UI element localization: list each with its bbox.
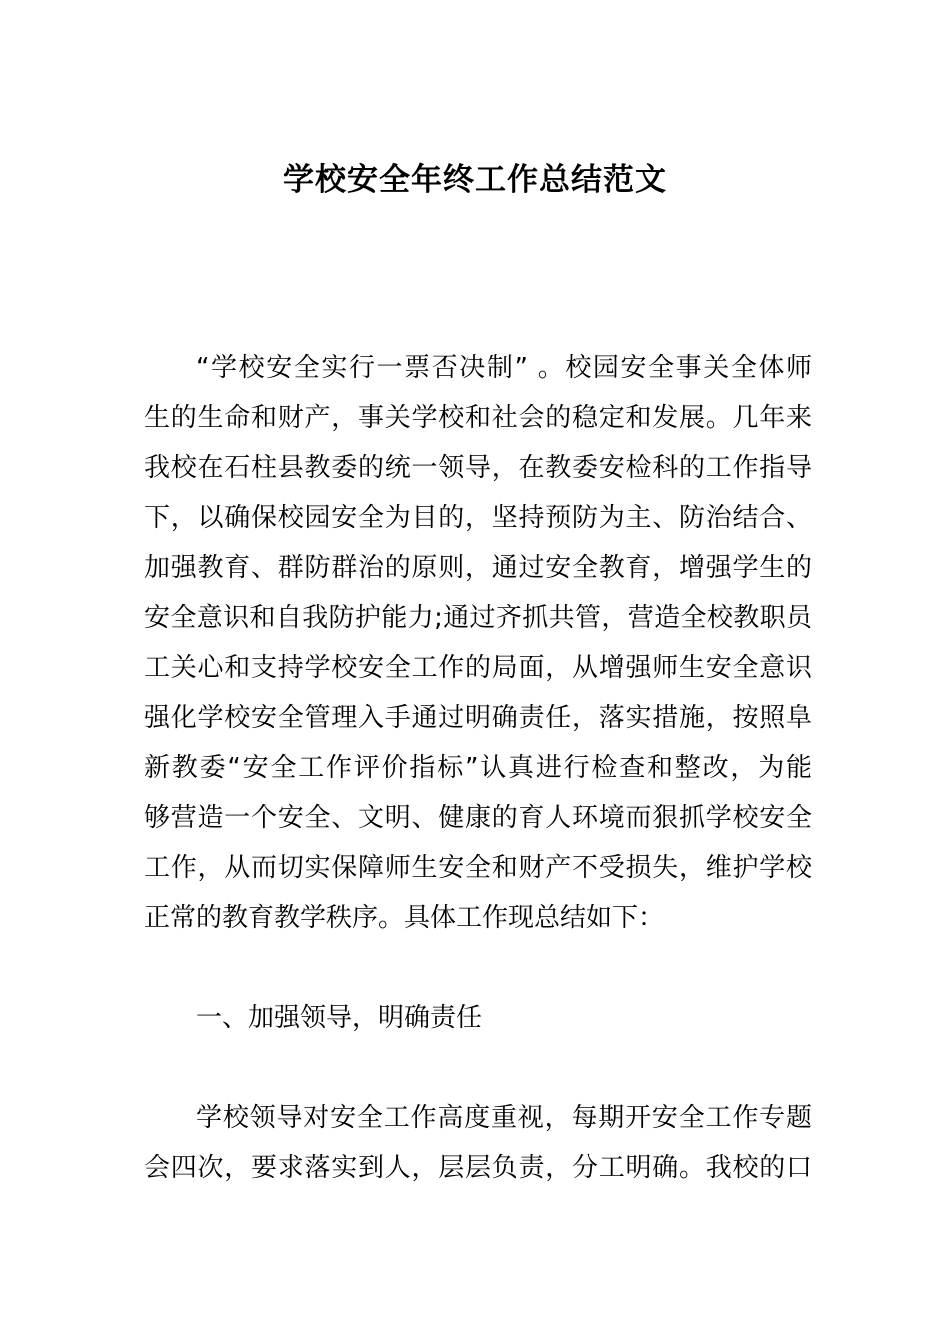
paragraph-spacer <box>144 943 812 993</box>
document-body <box>144 343 812 1193</box>
paragraph-1-line-7: 工关心和支持学校安全工作的局面，从增强师生安全意识 <box>144 653 812 683</box>
paragraph-1-line-1: “学校安全实行一票否决制” 。校园安全事关全体师 <box>196 353 812 383</box>
paragraph-1-line-9: 新教委“安全工作评价指标”认真进行检查和整改，为能 <box>144 753 812 783</box>
section-heading-1: 一、加强领导，明确责任 <box>196 1003 483 1033</box>
paragraph-2-line-2: 会四次，要求落实到人，层层负责，分工明确。我校的口 <box>144 1153 812 1183</box>
paragraph-1-line-8: 强化学校安全管理入手通过明确责任，落实措施，按照阜 <box>144 703 812 733</box>
paragraph-spacer <box>144 1043 812 1093</box>
paragraph-1-line-10: 够营造一个安全、文明、健康的育人环境而狠抓学校安全 <box>144 803 812 833</box>
paragraph-1-line-4: 下，以确保校园安全为目的，坚持预防为主、防治结合、 <box>144 503 812 533</box>
paragraph-1-line-6: 安全意识和自我防护能力;通过齐抓共管，营造全校教职员 <box>144 603 812 633</box>
paragraph-1-line-5: 加强教育、群防群治的原则，通过安全教育，增强学生的 <box>144 553 812 583</box>
document-title: 学校安全年终工作总结范文 <box>283 162 667 198</box>
paragraph-1-line-3: 我校在石柱县教委的统一领导，在教委安检科的工作指导 <box>144 453 812 483</box>
paragraph-1-line-2: 生的生命和财产，事关学校和社会的稳定和发展。几年来 <box>144 403 812 433</box>
paragraph-1-line-11: 工作，从而切实保障师生安全和财产不受损失，维护学校 <box>144 853 812 883</box>
paragraph-2-line-1: 学校领导对安全工作高度重视，每期开安全工作专题 <box>196 1103 812 1133</box>
paragraph-1-line-12: 正常的教育教学秩序。具体工作现总结如下： <box>144 903 665 933</box>
